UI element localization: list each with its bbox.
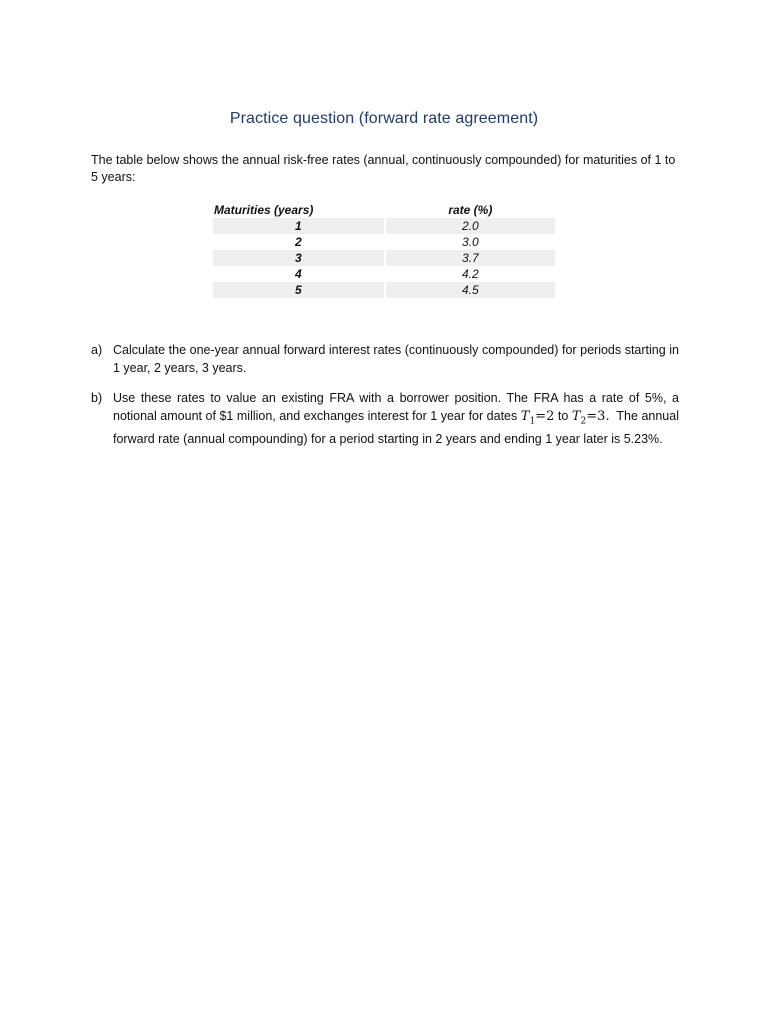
maturity-cell: 4 [295, 267, 302, 281]
rate-cell: 4.2 [462, 267, 479, 281]
maturity-cell: 5 [213, 282, 384, 298]
question-text-part1: Use these rates to value an existing FRA with a borrower position. The FRA has a rate of 5%, a notional amount of $1 million, and exchanges interest for 1 year for dates [113, 391, 679, 423]
table-row [213, 266, 555, 282]
maturity-cell: 2 [295, 235, 302, 249]
maturity-cell: 1 [213, 218, 384, 234]
question-a [91, 342, 679, 377]
header-maturities: Maturities (years) [214, 202, 314, 217]
t1-symbol: T [520, 408, 530, 424]
question-list [91, 342, 679, 461]
connector-word: to [557, 408, 569, 423]
question-text [113, 390, 679, 448]
rate-cell: 4.5 [386, 282, 555, 298]
table-row [213, 218, 555, 234]
table-row [213, 234, 555, 250]
question-b [91, 390, 679, 448]
question-label: a) [91, 343, 103, 357]
table-header-row [213, 201, 555, 218]
maturity-cell: 3 [213, 250, 384, 266]
question-label: b) [91, 391, 103, 405]
t2-expression [571, 408, 610, 427]
page-title: Practice question (forward rate agreement) [229, 110, 539, 127]
table-row [213, 282, 555, 298]
t1-expression [520, 408, 555, 427]
t2-value: =3. [586, 408, 610, 424]
t2-subscript: 2 [580, 416, 587, 427]
table-row [213, 250, 555, 266]
rate-cell: 3.0 [462, 235, 479, 249]
rates-table [211, 201, 557, 298]
question-text: Calculate the one-year annual forward interest rates (continuously compounded) for periods starting in 1 year, 2 years, 3 years. [113, 343, 679, 375]
intro-paragraph: The table below shows the annual risk-free rates (annual, continuously compounded) for maturities of 1 to 5 years: [91, 153, 676, 184]
rate-cell: 2.0 [386, 218, 555, 234]
t1-value: =2 [535, 408, 555, 424]
t2-symbol: T [571, 408, 581, 424]
question-text-part2: The annual forward rate (annual compounding) for a period starting in 2 years and ending 1 year later is 5.23%. [113, 408, 679, 446]
header-rate: rate (%) [448, 202, 493, 217]
t1-subscript: 1 [529, 416, 536, 427]
rate-cell: 3.7 [386, 250, 555, 266]
